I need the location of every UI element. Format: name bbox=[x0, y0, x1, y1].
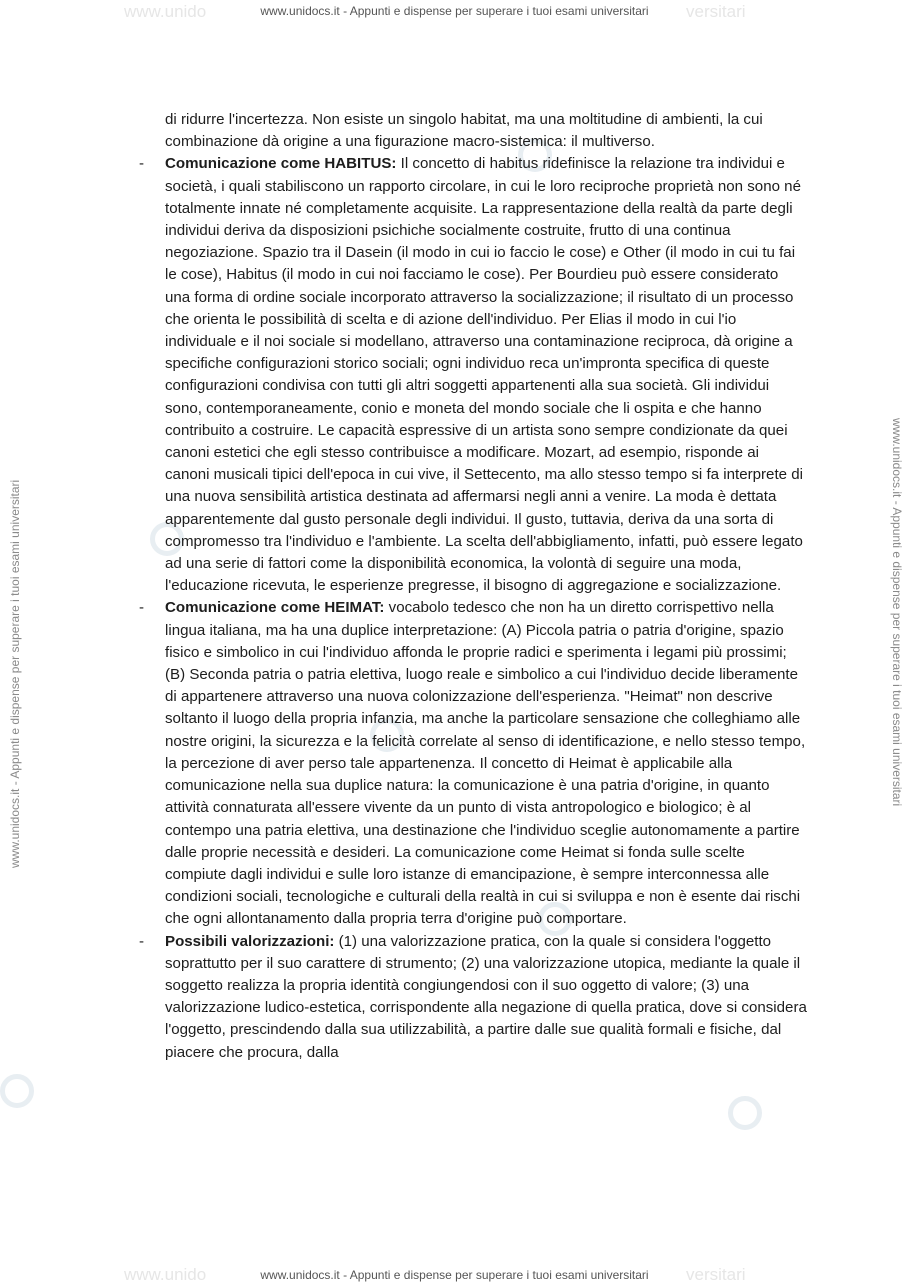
list-item-habitus bbox=[139, 153, 807, 597]
watermark-ghost-left: www.unido bbox=[124, 1265, 207, 1284]
watermark-ghost-right: versitari bbox=[686, 1265, 746, 1284]
watermark-footer: www.unidocs.it - Appunti e dispense per superare i tuoi esami universitari bbox=[260, 1268, 649, 1282]
bullet-dash: - bbox=[139, 155, 145, 173]
intro-paragraph bbox=[139, 109, 807, 153]
intro-text: di ridurre l'incertezza. Non esiste un singolo habitat, ma una moltitudine di ambienti, la cui combinazione dà origine a una figurazione macro-sistemica: il multiverso. bbox=[165, 111, 763, 151]
bullet-dash: - bbox=[139, 599, 145, 617]
term-valorizzazioni: Possibili valorizzazioni: bbox=[165, 932, 335, 950]
watermark-ghost-left: www.unido bbox=[124, 2, 207, 21]
watermark-side-right: www.unidocs.it - Appunti e dispense per superare i tuoi esami universitari bbox=[890, 418, 904, 807]
watermark-side-left: www.unidocs.it - Appunti e dispense per superare i tuoi esami universitari bbox=[8, 479, 22, 868]
term-heimat: Comunicazione come HEIMAT: bbox=[165, 599, 385, 617]
text-heimat: vocabolo tedesco che non ha un diretto corrispettivo nella lingua italiana, ma ha una duplice interpretazione: (A) Piccola patria o patria d'origine, spazio fisico e simbolico in cui l'individuo affonda le proprie radici e sperimenta i legami più prossimi; (B) Seconda patria o patria elettiva, luogo reale e simbolico a cui l'individuo decide liberamente di appartenere attraverso una nuova colonizzazione dell'esperienza. "Heimat" non descrive soltanto il luogo della propria infanzia, ma anche la particolare sensazione che colleghiamo alle nostre origini, la sicurezza e la felicità correlate al senso di identificazione, e nello stesso tempo, la percezione di aver perso tale appartenenza. Il concetto di Heimat è applicabile alla comunicazione nella sua duplice natura: la comunicazione è una patria d'origine, in quanto attività connaturata all'essere vivente da un punto di vista antropologico e biologico; è al contempo una patria elettiva, una destinazione che l'individuo sceglie autonomamente a partire dalle proprie necessità e desideri. La comunicazione come Heimat si fonda sulle scelte compiute dagli individui e sulle loro istanze di emancipazione, è sempre interconnessa alle condizioni sociali, tecnologiche e culturali della realtà in cui si sviluppa e non è esente dai rischi che ogni allontanamento dalla propria terra d'origine può comportare. bbox=[165, 599, 806, 928]
watermark-ghost-right: versitari bbox=[686, 2, 746, 21]
watermark-logo-icon bbox=[0, 1074, 34, 1108]
text-habitus: Il concetto di habitus ridefinisce la relazione tra individui e società, i quali stabiliscono un rapporto circolare, in cui le loro reciproche proprietà non sono né totalmente innate né completamente acquisite. La rappresentazione della realtà da parte degli individui deriva da disposizioni psichiche socialmente costruite, frutto di una continua negoziazione. Spazio tra il Dasein (il modo in cui io faccio le cose) e Other (il modo in cui tu fai le cose), Habitus (il modo in cui noi facciamo le cose). Per Bourdieu può essere considerato una forma di ordine sociale incorporato attraverso la socializzazione; il risultato di un processo che orienta le possibilità di scelta e di azione dell'individuo. Per Elias il modo in cui l'io individuale e il noi sociale si modellano, attraverso una contaminazione reciproca, dà origine a specifiche configurazioni storico sociali; ogni individuo reca un'impronta specifica di queste configurazioni condivisa con tutti gli altri soggetti appartenenti alla sua società. Gli individui sono, contemporaneamente, conio e moneta del mondo sociale che li ospita e che hanno contribuito a costruire. Le capacità espressive di un artista sono sempre condizionate da quei canoni estetici che egli stesso contribuisce a modificare. Mozart, ad esempio, risponde ai canoni musicali tipici dell'epoca in cui vive, il Settecento, ma allo stesso tempo si fa interprete di una nuova sensibilità artistica destinata ad affermarsi negli anni a venire. La moda è dettata apparentemente dal gusto personale degli individui. Il gusto, tuttavia, deriva da una sorta di compromesso tra l'individuo e l'ambiente. La scelta dell'abbigliamento, infatti, può essere legato ad una serie di fattori come la disponibilità economica, la volontà di seguire una moda, l'educazione ricevuta, le esperienze pregresse, il bisogno di aggregazione e socializzazione. bbox=[165, 155, 803, 595]
term-habitus: Comunicazione come HABITUS: bbox=[165, 155, 397, 173]
document-body bbox=[139, 109, 807, 1064]
watermark-header: www.unidocs.it - Appunti e dispense per superare i tuoi esami universitari bbox=[260, 4, 649, 18]
list-item-valorizzazioni bbox=[139, 931, 807, 1064]
watermark-logo-icon bbox=[728, 1096, 762, 1130]
list-item-heimat bbox=[139, 597, 807, 930]
text-valorizzazioni: (1) una valorizzazione pratica, con la quale si considera l'oggetto soprattutto per il suo carattere di strumento; (2) una valorizzazione utopica, mediante la quale il soggetto realizza la propria identità congiungendosi con il suo oggetto di valore; (3) una valorizzazione ludico-estetica, corrispondente alla negazione di quella pratica, dove si considera l'oggetto, prescindendo dalla sua utilizzabilità, a partire dalle sue qualità formali e fisiche, dal piacere che procura, dalla bbox=[165, 932, 807, 1061]
bullet-dash: - bbox=[139, 932, 145, 950]
